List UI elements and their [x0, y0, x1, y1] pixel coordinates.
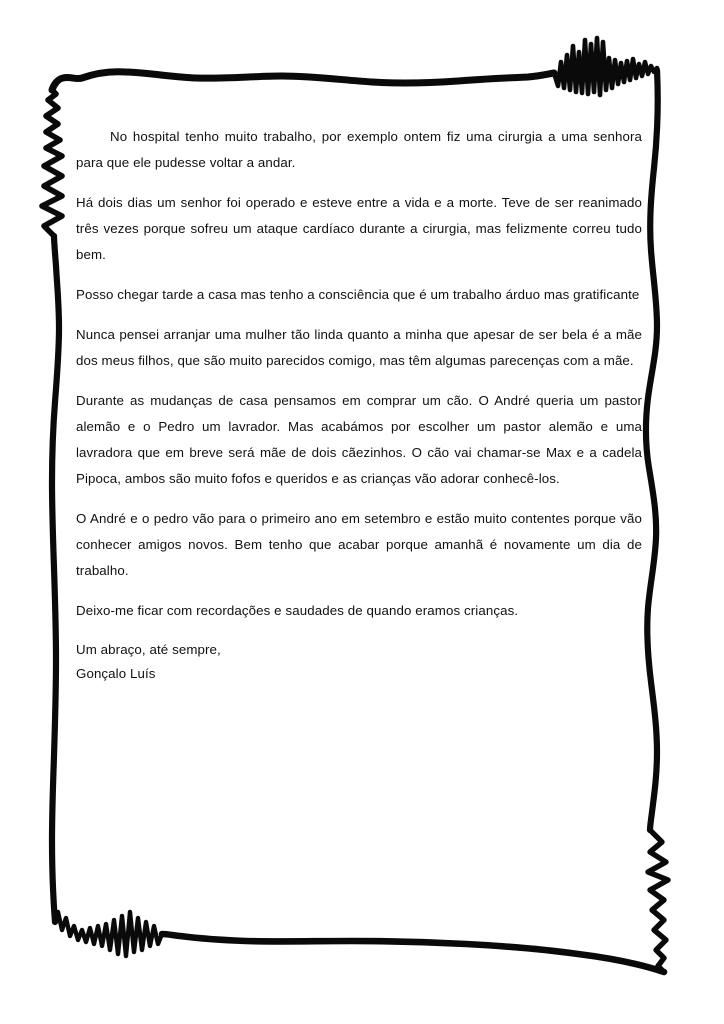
letter-text-body — [76, 124, 642, 686]
letter-paragraph: Posso chegar tarde a casa mas tenho a consciência que é um trabalho árduo mas gratificante — [76, 287, 640, 302]
letter-paragraph: O André e o pedro vão para o primeiro ano em setembro e estão muito contentes porque vão conhecer amigos novos. Bem tenho que acabar porque amanhã é novamente um dia de trabalho. — [76, 511, 642, 578]
letter-closing: Um abraço, até sempre, — [76, 642, 221, 657]
letter-signoff-block — [76, 638, 642, 686]
letter-paragraph: Há dois dias um senhor foi operado e esteve entre a vida e a morte. Teve de ser reanimado três vezes porque sofreu um ataque cardíaco durante a cirurgia, mas felizmente correu tudo bem. — [76, 195, 642, 262]
letter-paragraph: No hospital tenho muito trabalho, por exemplo ontem fiz uma cirurgia a uma senhora para que ele pudesse voltar a andar. — [76, 129, 642, 170]
letter-signature: Gonçalo Luís — [76, 666, 156, 681]
letter-paragraph: Deixo-me ficar com recordações e saudades de quando eramos crianças. — [76, 603, 519, 618]
letter-paragraph: Durante as mudanças de casa pensamos em comprar um cão. O André queria um pastor alemão e o Pedro um lavrador. Mas acabámos por escolher um pastor alemão e uma lavradora que em breve será mãe de dois cãezinhos. O cão vai chamar-se Max e a cadela Pipoca, ambos são muito fofos e queridos e as crianças vão adorar conhecê-los. — [76, 393, 642, 486]
letter-paragraph: Nunca pensei arranjar uma mulher tão linda quanto a minha que apesar de ser bela é a mãe dos meus filhos, que são muito parecidos comigo, mas têm algumas parecenças com a mãe. — [76, 327, 642, 368]
